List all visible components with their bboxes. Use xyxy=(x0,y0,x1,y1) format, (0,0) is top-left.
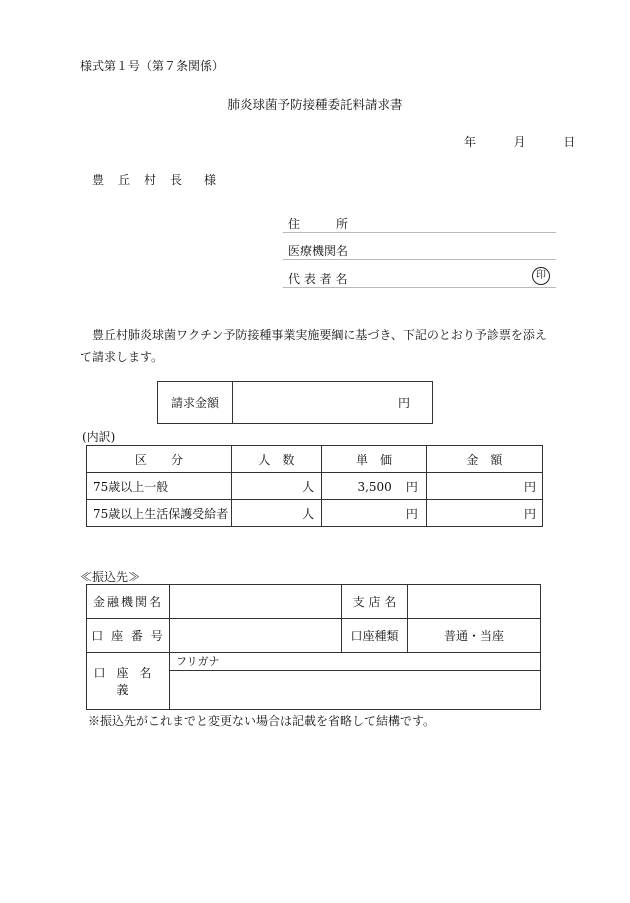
form-number: 様式第１号（第７条関係） xyxy=(80,59,225,73)
table-row xyxy=(87,585,541,619)
price-unit: 円 xyxy=(405,479,418,494)
unit-price-field[interactable] xyxy=(322,500,427,527)
bank-field[interactable] xyxy=(170,585,342,619)
amount-field[interactable] xyxy=(233,382,433,424)
breakdown-header-row xyxy=(87,446,543,473)
count-unit: 人 xyxy=(302,479,315,494)
breakdown-label: (内訳) xyxy=(82,430,116,444)
address-label: 住 所 xyxy=(288,217,349,231)
header-amount: 金 額 xyxy=(426,446,542,473)
representative-label: 代 表 者 名 xyxy=(288,272,348,286)
table-row xyxy=(87,473,543,500)
addressee-name: 豊丘村長 xyxy=(92,173,197,187)
addressee xyxy=(92,171,230,188)
addressee-honorific: 様 xyxy=(204,173,231,187)
transfer-table xyxy=(86,584,541,710)
amount-cell-unit: 円 xyxy=(523,479,536,494)
branch-field[interactable] xyxy=(408,585,541,619)
table-row xyxy=(87,619,541,653)
account-type-value[interactable]: 普通・当座 xyxy=(408,619,541,653)
transfer-label: ≪振込先≫ xyxy=(80,570,141,584)
representative-field[interactable] xyxy=(283,267,556,288)
body-text: 豊丘村肺炎球菌ワクチン予防接種事業実施要綱に基づき、下記のとおり予診票を添えて請求します。 xyxy=(80,328,547,364)
institution-field[interactable] xyxy=(283,239,556,260)
date-year: 年 xyxy=(464,135,477,149)
amount-box xyxy=(157,381,433,424)
account-number-label: 口 座 番 号 xyxy=(87,619,170,653)
header-category: 区 分 xyxy=(87,446,232,473)
branch-label: 支 店 名 xyxy=(342,585,408,619)
table-row xyxy=(87,500,543,527)
date-month: 月 xyxy=(513,135,526,149)
unit-price-value: 3,500 xyxy=(357,479,392,494)
account-name-field[interactable] xyxy=(170,671,541,710)
row-category: 75歳以上一般 xyxy=(87,473,232,500)
count-field[interactable] xyxy=(231,473,321,500)
amount-cell[interactable] xyxy=(426,473,542,500)
seal-icon: 印 xyxy=(532,267,550,285)
date-line xyxy=(464,133,575,150)
document-title: 肺炎球菌予防接種委託料請求書 xyxy=(227,97,403,112)
count-unit: 人 xyxy=(302,506,315,521)
table-row xyxy=(87,653,541,671)
amount-label: 請求金額 xyxy=(158,382,233,424)
count-field[interactable] xyxy=(231,500,321,527)
date-day: 日 xyxy=(563,135,576,149)
amount-cell-unit: 円 xyxy=(523,506,536,521)
institution-label: 医療機関名 xyxy=(288,244,349,258)
furigana-label: フリガナ xyxy=(176,655,220,668)
header-unit-price: 単 価 xyxy=(322,446,427,473)
note-text: ※振込先がこれまでと変更ない場合は記載を省略して結構です。 xyxy=(88,714,436,728)
bank-label: 金融機関名 xyxy=(87,585,170,619)
account-number-field[interactable] xyxy=(170,619,342,653)
unit-price-cell xyxy=(322,473,427,500)
price-unit: 円 xyxy=(405,506,418,521)
address-field[interactable] xyxy=(283,212,556,233)
account-name-label: 口座名義 xyxy=(87,653,170,710)
amount-unit: 円 xyxy=(397,396,410,410)
amount-cell[interactable] xyxy=(426,500,542,527)
furigana-field[interactable] xyxy=(170,653,541,671)
breakdown-table xyxy=(86,445,543,527)
header-count: 人 数 xyxy=(231,446,321,473)
row-category: 75歳以上生活保護受給者 xyxy=(87,500,232,527)
account-type-label: 口座種類 xyxy=(342,619,408,653)
